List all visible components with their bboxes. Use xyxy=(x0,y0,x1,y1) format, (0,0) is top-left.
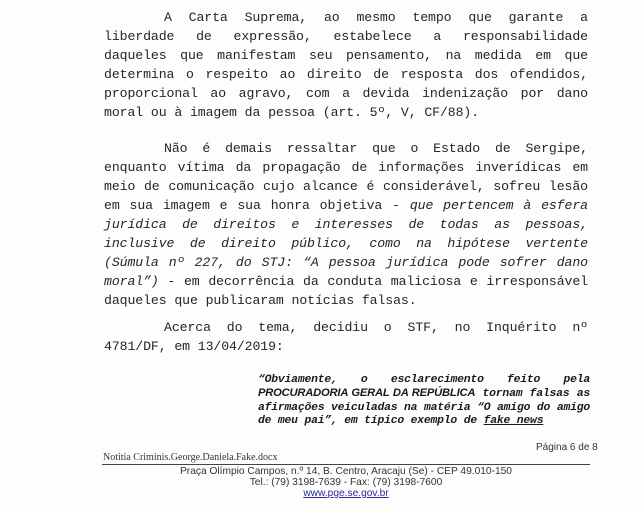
paragraph-estado-sergipe xyxy=(104,139,588,310)
quote-part1: “Obviamente, o esclarecimento feito pela xyxy=(258,374,590,386)
paragraph-estado-sergipe-end: - em decorrência da conduta maliciosa e irresponsável daqueles que publicaram notícias falsas. xyxy=(104,274,588,308)
page-number: Página 6 de 8 xyxy=(536,442,598,453)
paragraph-carta-suprema: A Carta Suprema, ao mesmo tempo que garante a liberdade de expressão, estabelece a responsabilidade daqueles que manifestam seu pensamento, na medida em que determina o respeito ao direito de resposta dos ofendidos, proporcional ao agravo, com a devida indenização por dano moral ou à imagem da pessoa (art. 5º, V, CF/88). xyxy=(104,10,588,120)
quote-procuradoria: PROCURADORIA GERAL DA REPÚBLICA xyxy=(258,387,476,400)
footer-website-link[interactable]: www.pge.se.gov.br xyxy=(303,488,389,499)
paragraph-acerca-tema: Acerca do tema, decidiu o STF, no Inquérito nº 4781/DF, em 13/04/2019: xyxy=(104,320,588,354)
block-quote-stf xyxy=(258,374,590,429)
quote-fake-news: fake news xyxy=(483,415,544,428)
quote-part2: tornam falsas as afirmações veiculadas na matéria “O amigo do amigo de meu pai”, em típico exemplo de xyxy=(258,388,590,428)
footer-phone: Tel.: (79) 3198-7639 - Fax: (79) 3198-7600 xyxy=(249,477,443,488)
footer-address: Praça Olímpio Campos, n.º 14, B. Centro, Aracaju (Se) - CEP 49.010-150 xyxy=(180,466,512,477)
footer-divider xyxy=(102,464,590,465)
footer-filename: Notitia Criminis.George.Daniela.Fake.docx xyxy=(103,452,278,463)
paragraph-estado-sergipe-italic: que pertencem à esfera jurídica de direitos e interesses de todas as pessoas, inclusive de direito público, como na hipótese vertente (Súmula nº 227, do STJ: “A pessoa jurídica pode sofrer dano moral”) xyxy=(104,198,588,289)
paragraph-estado-sergipe-intro: Não é demais ressaltar que o Estado de Sergipe, enquanto vítima da propagação de informações inverídicas em meio de comunicação cujo alcance é considerável, sofreu lesão em sua imagem e sua honra objetiva - xyxy=(104,141,588,213)
